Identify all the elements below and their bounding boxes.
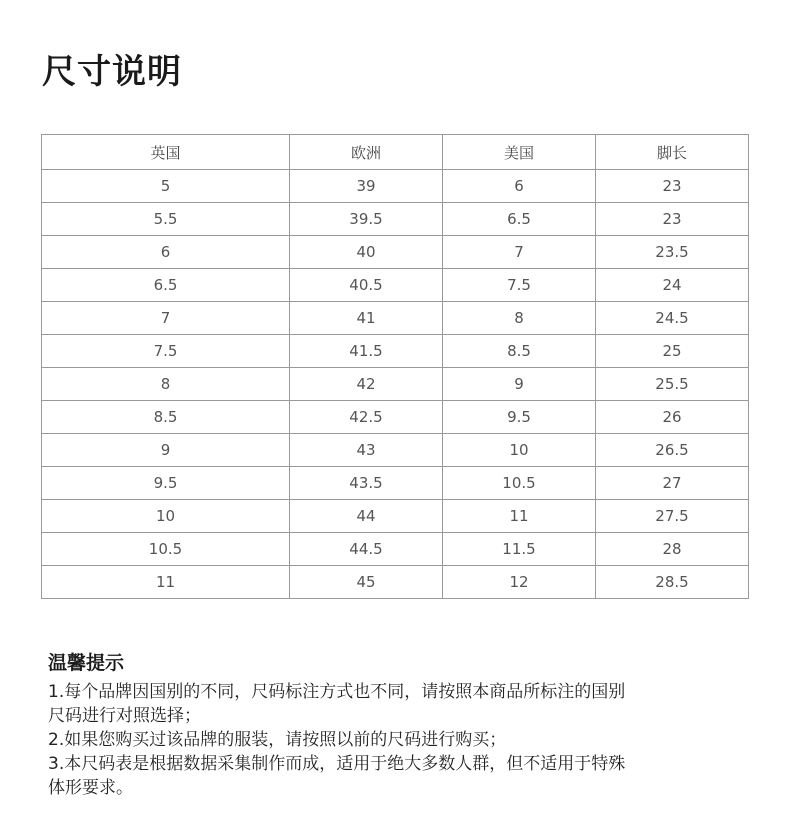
cell-uk: 5: [42, 170, 290, 203]
tip-line: 2.如果您购买过该品牌的服装，请按照以前的尺码进行购买；: [48, 730, 507, 750]
table-row: [42, 401, 749, 434]
cell-us: 10: [443, 434, 596, 467]
cell-us: 12: [443, 566, 596, 599]
cell-foot-length: 28.5: [596, 566, 749, 599]
cell-eu: 40: [290, 236, 443, 269]
cell-eu: 44.5: [290, 533, 443, 566]
cell-eu: 44: [290, 500, 443, 533]
cell-uk: 8: [42, 368, 290, 401]
cell-eu: 43.5: [290, 467, 443, 500]
cell-eu: 42: [290, 368, 443, 401]
cell-us: 10.5: [443, 467, 596, 500]
cell-eu: 42.5: [290, 401, 443, 434]
table-row: [42, 434, 749, 467]
table-row: [42, 170, 749, 203]
table-row: [42, 500, 749, 533]
table-row: [42, 566, 749, 599]
cell-foot-length: 23.5: [596, 236, 749, 269]
table-header-row: [42, 135, 749, 170]
header-foot-length: 脚长: [596, 135, 749, 170]
table-row: [42, 236, 749, 269]
table-row: [42, 467, 749, 500]
cell-eu: 39: [290, 170, 443, 203]
cell-us: 9: [443, 368, 596, 401]
table-row: [42, 269, 749, 302]
cell-us: 9.5: [443, 401, 596, 434]
tips-section: [48, 650, 753, 800]
cell-foot-length: 27: [596, 467, 749, 500]
cell-us: 11: [443, 500, 596, 533]
cell-uk: 7.5: [42, 335, 290, 368]
cell-foot-length: 26: [596, 401, 749, 434]
cell-uk: 9.5: [42, 467, 290, 500]
cell-foot-length: 27.5: [596, 500, 749, 533]
cell-uk: 6: [42, 236, 290, 269]
cell-foot-length: 23: [596, 170, 749, 203]
cell-eu: 39.5: [290, 203, 443, 236]
cell-foot-length: 25.5: [596, 368, 749, 401]
cell-foot-length: 24: [596, 269, 749, 302]
cell-foot-length: 26.5: [596, 434, 749, 467]
cell-uk: 10.5: [42, 533, 290, 566]
cell-us: 7.5: [443, 269, 596, 302]
tip-line: 1.每个品牌因国别的不同，尺码标注方式也不同，请按照本商品所标注的国别: [48, 682, 626, 702]
cell-eu: 41: [290, 302, 443, 335]
header-uk: 英国: [42, 135, 290, 170]
header-eu: 欧洲: [290, 135, 443, 170]
cell-uk: 7: [42, 302, 290, 335]
cell-us: 8.5: [443, 335, 596, 368]
cell-foot-length: 23: [596, 203, 749, 236]
tips-title: 温馨提示: [48, 652, 125, 674]
cell-us: 8: [443, 302, 596, 335]
cell-us: 6: [443, 170, 596, 203]
cell-uk: 10: [42, 500, 290, 533]
table-row: [42, 302, 749, 335]
cell-us: 11.5: [443, 533, 596, 566]
table-row: [42, 368, 749, 401]
cell-uk: 8.5: [42, 401, 290, 434]
cell-eu: 41.5: [290, 335, 443, 368]
cell-us: 6.5: [443, 203, 596, 236]
table-row: [42, 203, 749, 236]
page-title: 尺寸说明: [42, 52, 182, 92]
cell-uk: 6.5: [42, 269, 290, 302]
table-row: [42, 533, 749, 566]
cell-foot-length: 24.5: [596, 302, 749, 335]
tip-line: 3.本尺码表是根据数据采集制作而成，适用于绝大多数人群，但不适用于特殊: [48, 754, 626, 774]
header-us: 美国: [443, 135, 596, 170]
cell-eu: 40.5: [290, 269, 443, 302]
cell-uk: 9: [42, 434, 290, 467]
cell-foot-length: 28: [596, 533, 749, 566]
tip-line: 尺码进行对照选择；: [48, 706, 201, 726]
cell-foot-length: 25: [596, 335, 749, 368]
cell-uk: 11: [42, 566, 290, 599]
table-row: [42, 335, 749, 368]
size-chart-table: [41, 134, 749, 599]
cell-us: 7: [443, 236, 596, 269]
cell-eu: 43: [290, 434, 443, 467]
tip-line: 体形要求。: [48, 778, 133, 798]
cell-eu: 45: [290, 566, 443, 599]
cell-uk: 5.5: [42, 203, 290, 236]
